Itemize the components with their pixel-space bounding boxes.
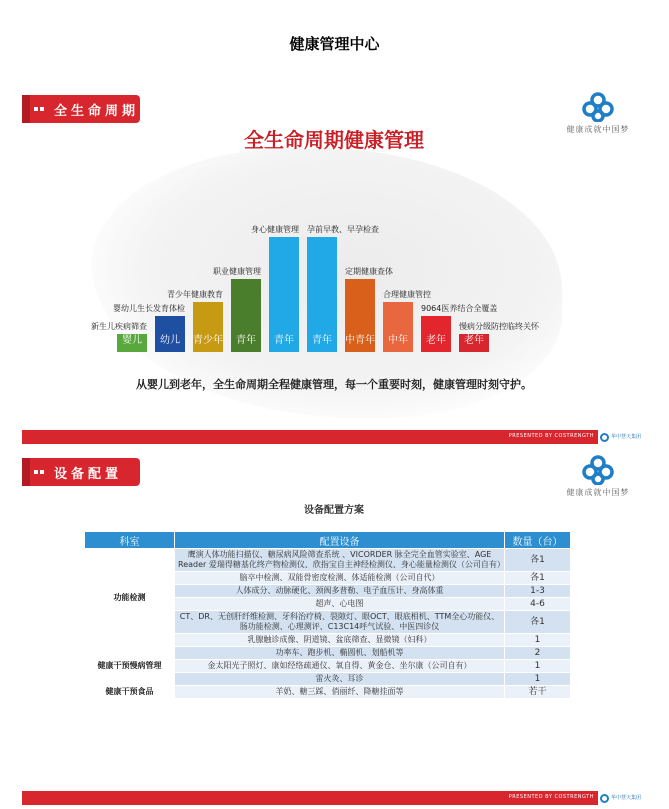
equipment-cell: 人体成分、动脉硬化、颈阀多普勒、电子血压计、身高体重 <box>175 585 505 598</box>
footer-bar <box>22 791 646 805</box>
footer-text: PRESENTED BY COSTRENGTH <box>508 794 594 800</box>
chart-bar <box>459 334 489 352</box>
bar-category-label: 孕前早教、早孕检查 <box>307 225 379 234</box>
qty-cell: 各1 <box>505 572 571 585</box>
slide-equipment <box>22 451 646 805</box>
equipment-cell: 金太阳光子照灯、康如经络疏通仪、氧自得、黄金仓、坐尔康（公司自有） <box>175 660 505 673</box>
slogan: 从婴儿到老年，全生命周期全程健康管理，每一个重要时刻，健康管理时刻守护。 <box>136 378 532 391</box>
equipment-cell: 鹰演人体功能扫描仪、糖尿病风险筛查系统 、VICORDER 脉全完全血管实验室、AGE Reader 爱瑞得糖基化终产物检测仪、欣指宝自主神经检测仪、身心能量检测仪（公司自有） <box>175 549 505 572</box>
bar-category-label: 身心健康管理 <box>251 225 299 234</box>
footer-logo-icon <box>600 794 609 803</box>
bar-category-label: 慢病分级防控临终关怀 <box>459 322 539 331</box>
footer-logo-name: 华中慧天集团 <box>611 795 642 801</box>
qty-cell: 1 <box>505 673 571 686</box>
equipment-cell: 功率车、跑步机、椭圆机、划船机等 <box>175 647 505 660</box>
logo-slogan: 健康成就中国梦 <box>566 488 630 497</box>
tag-dots <box>34 107 44 111</box>
bar-stage-label: 婴儿 <box>122 335 142 346</box>
footer-logo-icon <box>600 433 609 442</box>
bar-stage-label: 青年 <box>312 335 332 346</box>
bar-category-label: 定期健康查体 <box>345 267 393 276</box>
bar-category-label: 职业健康管理 <box>213 267 261 276</box>
bar-category-label: 青少年健康教育 <box>167 290 223 299</box>
qty-cell: 1 <box>505 634 571 647</box>
bar-stage-label: 中年 <box>388 335 408 346</box>
section-tag <box>22 458 140 486</box>
cross-logo-icon <box>581 92 615 122</box>
cross-logo-icon <box>581 455 615 485</box>
chart-bar <box>421 316 451 352</box>
footer-text: PRESENTED BY COSTRENGTH <box>508 433 594 439</box>
table-row <box>85 647 571 660</box>
brand-logo <box>554 455 642 498</box>
bar-category-label: 婴幼儿生长发育体检 <box>113 304 185 313</box>
equipment-table <box>84 531 571 699</box>
qty-cell: 2 <box>505 647 571 660</box>
chart-bar <box>307 237 337 352</box>
chart-bar <box>155 316 185 352</box>
equipment-cell: 雷火灸、耳诊 <box>175 673 505 686</box>
dept-cell: 健康干预食品 <box>85 686 175 699</box>
logo-slogan: 健康成就中国梦 <box>566 125 630 134</box>
header-equipment: 配置设备 <box>175 532 505 549</box>
chart-bar <box>231 279 261 352</box>
header-dept: 科室 <box>85 532 175 549</box>
bar-stage-label: 中青年 <box>345 335 375 346</box>
dept-cell: 功能检测 <box>85 549 175 647</box>
equipment-cell: 乳腺触诊成像、阴道镜、盆底筛查、显微镜（妇科） <box>175 634 505 647</box>
chart-bar <box>117 334 147 352</box>
table-header-row <box>85 532 571 549</box>
table-row <box>85 549 571 572</box>
bar-stage-label: 青年 <box>236 335 256 346</box>
bar-category-label: 合理健康管控 <box>383 290 431 299</box>
bar-stage-label: 青少年 <box>193 335 223 346</box>
qty-cell: 4-6 <box>505 598 571 611</box>
chart-bar <box>345 279 375 352</box>
page-title: 健康管理中心 <box>289 35 380 53</box>
chart-bar <box>383 302 413 352</box>
slide-heading: 全生命周期健康管理 <box>244 128 424 152</box>
bar-category-label: 9064医养结合全覆盖 <box>421 304 498 313</box>
chart-bar <box>269 237 299 352</box>
bar-stage-label: 老年 <box>464 335 484 346</box>
footer-logo <box>598 789 646 805</box>
equipment-cell: CT、DR、无创肝纤维检测、牙科治疗椅、裂隙灯、眼OCT、眼底相机、TTM全心功能仪、肠功能检测、心理测评、C13C14呼气试验、中医四诊仪 <box>175 611 505 634</box>
section-tag <box>22 95 140 123</box>
equipment-cell: 脑卒中检测、双能骨密度检测、体适能检测（公司自代） <box>175 572 505 585</box>
dept-cell: 健康干预慢病管理 <box>85 647 175 686</box>
footer-logo <box>598 428 646 444</box>
equipment-cell: 羊奶、糖三踩、俏丽纤、降糖挂面等 <box>175 686 505 699</box>
equipment-cell: 超声、心电图 <box>175 598 505 611</box>
table-heading: 设备配置方案 <box>304 505 364 516</box>
tag-dots <box>34 470 44 474</box>
bar-stage-label: 青年 <box>274 335 294 346</box>
bar-category-label: 新生儿疾病筛查 <box>91 322 147 331</box>
chart-bar <box>193 302 223 352</box>
qty-cell: 各1 <box>505 549 571 572</box>
slide-lifecycle <box>22 88 646 444</box>
footer-bar <box>22 430 646 444</box>
bar-stage-label: 幼儿 <box>160 335 180 346</box>
section-tag-label: 全生命周期 <box>54 103 140 119</box>
qty-cell: 1-3 <box>505 585 571 598</box>
qty-cell: 1 <box>505 660 571 673</box>
bar-stage-label: 老年 <box>426 335 446 346</box>
section-tag-label: 设备配置 <box>54 466 123 482</box>
qty-cell: 各1 <box>505 611 571 634</box>
footer-logo-name: 华中慧天集团 <box>611 434 642 440</box>
qty-cell: 若干 <box>505 686 571 699</box>
header-qty: 数量（台） <box>505 532 571 549</box>
table-row <box>85 686 571 699</box>
